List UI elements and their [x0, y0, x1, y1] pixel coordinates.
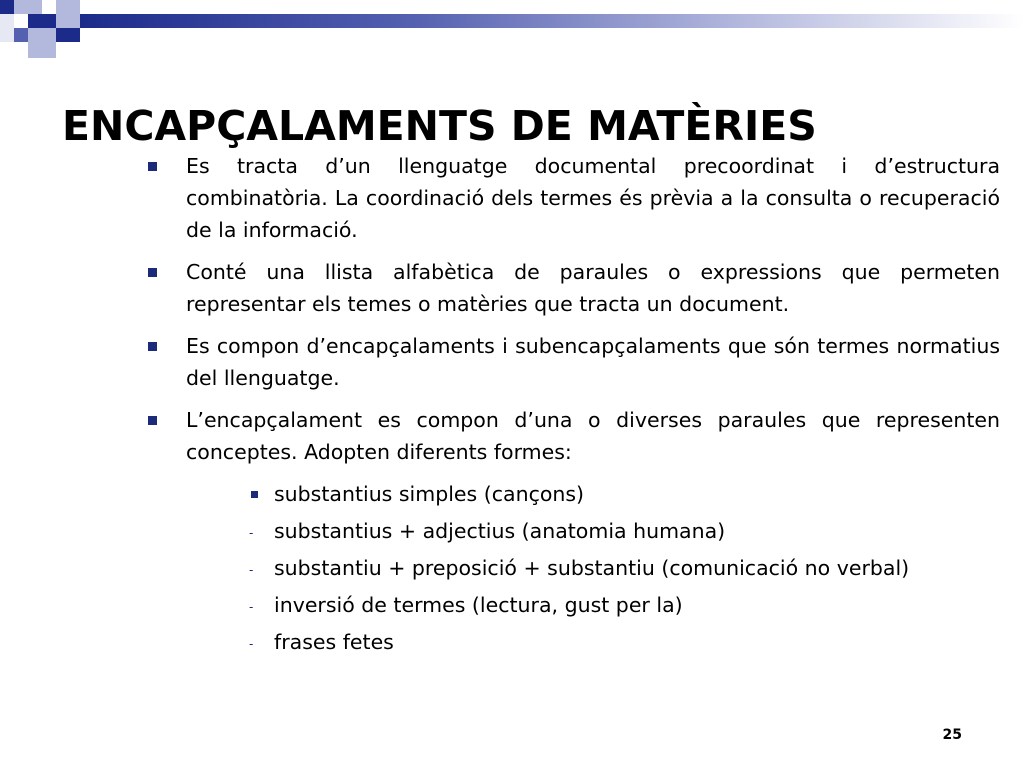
sub-item-text: substantiu + preposició + substantiu (comunicació no verbal) — [274, 556, 910, 580]
sub-item-text: inversió de termes (lectura, gust per la) — [274, 593, 683, 617]
deco-square-icon — [14, 0, 42, 14]
deco-square-icon — [56, 28, 80, 42]
bullet-item — [140, 150, 1000, 246]
square-bullet-icon — [148, 162, 157, 171]
sub-item-text: substantius simples (cançons) — [274, 482, 585, 506]
bullet-text: Es tracta d’un llenguatge documental precoordinat i d’estructura combinatòria. La coordinació dels termes és prèvia a la consulta o recuperació de la informació. — [186, 154, 1000, 242]
deco-square-icon — [28, 14, 56, 28]
sub-item — [140, 515, 1000, 548]
deco-square-icon — [14, 14, 28, 28]
slide-title: ENCAPÇALAMENTS DE MATÈRIES — [62, 102, 817, 150]
deco-square-icon — [14, 28, 28, 42]
deco-square-icon — [0, 0, 14, 14]
sub-item — [140, 478, 1000, 511]
dash-bullet-icon: - — [249, 600, 254, 614]
bullet-text: L’encapçalament es compon d’una o diverses paraules que representen conceptes. Adopten diferents formes: — [186, 408, 1000, 464]
dash-bullet-icon: - — [249, 637, 254, 651]
deco-square-icon — [42, 0, 56, 14]
square-bullet-icon — [251, 491, 258, 498]
square-bullet-icon — [148, 268, 157, 277]
deco-square-icon — [56, 0, 80, 28]
bullet-item — [140, 404, 1000, 468]
square-bullet-icon — [148, 416, 157, 425]
deco-square-icon — [0, 14, 14, 42]
dash-bullet-icon: - — [249, 526, 254, 540]
bullet-text: Conté una llista alfabètica de paraules o expressions que permeten representar els temes o matèries que tracta un document. — [186, 260, 1000, 316]
slide-content — [140, 150, 1000, 663]
page-number: 25 — [942, 727, 962, 743]
deco-square-icon — [28, 42, 56, 58]
sub-item-text: frases fetes — [274, 630, 394, 654]
bullet-item — [140, 330, 1000, 394]
square-bullet-icon — [148, 342, 157, 351]
header-gradient-bar — [80, 14, 1024, 28]
sub-item — [140, 626, 1000, 659]
sub-item — [140, 552, 1000, 585]
sub-item-text: substantius + adjectius (anatomia humana) — [274, 519, 726, 543]
deco-square-icon — [28, 28, 56, 42]
bullet-text: Es compon d’encapçalaments i subencapçalaments que són termes normatius del llenguatge. — [186, 334, 1000, 390]
dash-bullet-icon: - — [249, 563, 254, 577]
sub-item — [140, 589, 1000, 622]
bullet-item — [140, 256, 1000, 320]
